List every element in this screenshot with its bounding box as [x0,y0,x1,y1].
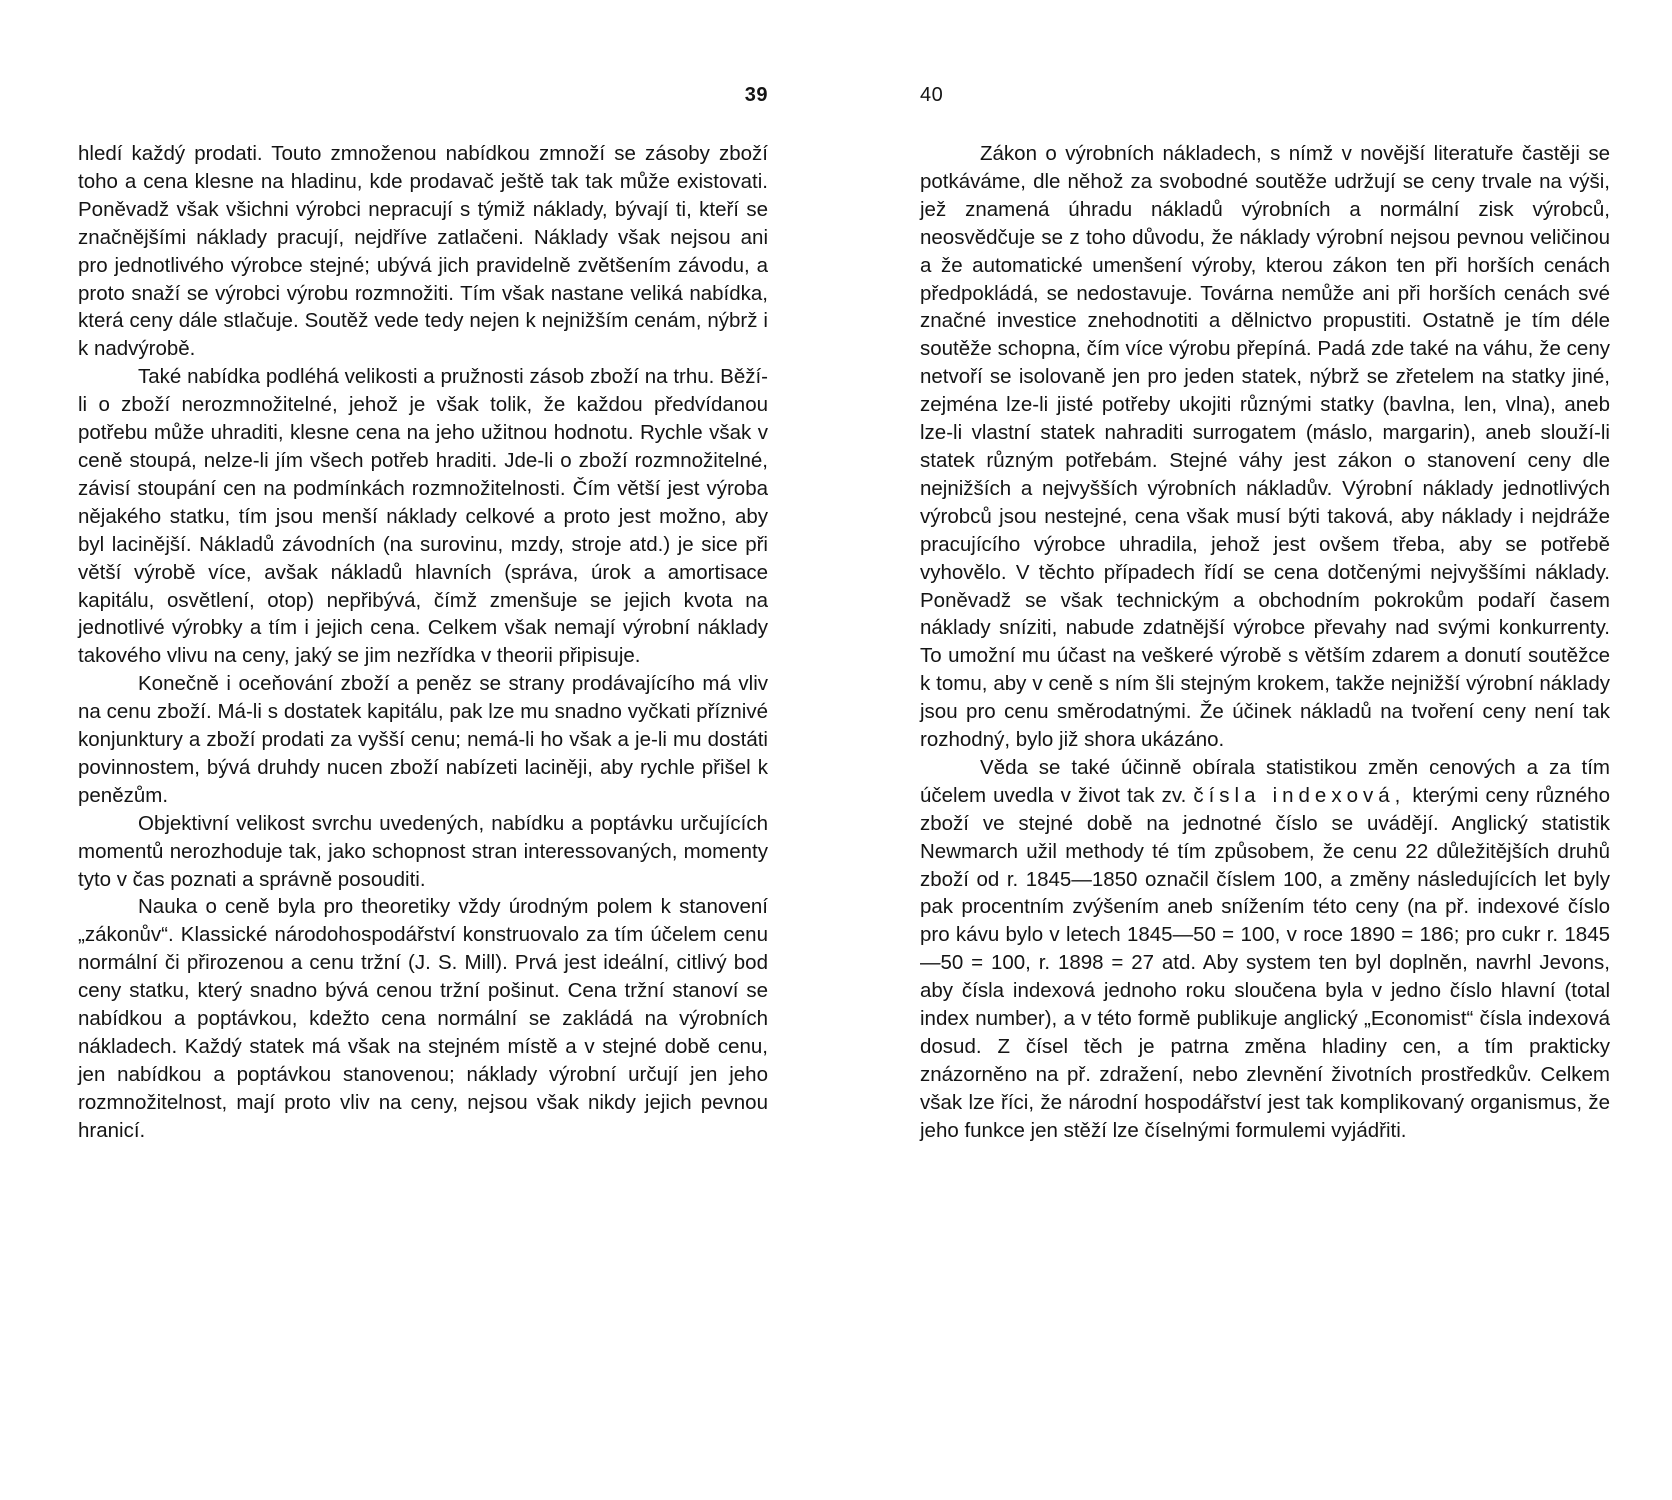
paragraph: Konečně i oceňování zboží a peněz se strany prodávajícího má vliv na cenu zboží. Má-li s dostatek kapitálu, pak lze mu snadno vyčkati příznivé konjunktury a zboží prodati za vyšší cenu; nemá-li ho však a je-li mu dostáti povinnostem, bývá druhdy nucen zboží nabízeti laciněji, aby rychle přišel k penězům. [78,672,768,807]
paragraph: Nauka o ceně byla pro theoretiky vždy úrodným polem k stanovení „zákonův“. Klassické národohospodářství konstruovalo za tím účelem cenu normální či přirozenou a cenu tržní (J. S. Mill). Prvá jest ideální, citlivý bod ceny statku, který snadno bývá cenou tržní pošinut. Cena tržní stanoví se nabídkou a poptávkou, kdežto cena normální se zakládá na výrobních nákladech. Každý statek má však na stejném místě a v stejné době cenu, jen nabídkou a poptávkou stanovenou; náklady výrobní určují jen jeho rozmnožitelnost, mají proto vliv na ceny, nejsou však nikdy jejich pevnou hranicí. [78,895,768,1142]
paragraph-index-numbers [920,754,1610,1145]
spaced-term: čísla indexová, [1193,783,1406,807]
paragraph-text-before: Věda se také účinně obírala statistikou změn cenových a za tím účelem uvedla v život tak zv. [920,755,1610,807]
paragraph: hledí každý prodati. Touto zmnoženou nabídkou zmnoží se zásoby zboží toho a cena klesne na hladinu, kde prodavač ještě tak tak může existovati. Poněvadž však všichni výrobci nepracují s týmiž náklady, bývají ti, kteří se značnějšími náklady pracují, nejdříve zatlačeni. Náklady však nejsou ani pro jednotlivého výrobce stejné; ubývá jich pravidelně zvětšením závodu, a proto snaží se výrobci výrobu rozmnožiti. Tím však nastane veliká nabídka, která ceny dále stlačuje. Soutěž vede tedy nejen k nejnižším cenám, nýbrž i k nadvýrobě. [78,142,768,361]
paragraph: Objektivní velikost svrchu uvedených, nabídku a poptávku určujících momentů nerozhoduje tak, jako schopnost stran interessovaných, momenty tyto v čas poznati a správně posouditi. [78,811,768,891]
paragraph-text-after: kterými ceny různého zboží ve stejné době na jednotné číslo se uvádějí. Anglický statistik Newmarch užil methody té tím způsobem, že cenu 22 důležitějších druhů zboží od r. 1845—1850 označil číslem 100, a změny následujících let byly pak procentním zvýšením aneb snížením této ceny (na př. indexové číslo pro kávu bylo v letech 1845—50 = 100, v roce 1890 = 186; pro cukr r. 1845—50 = 100, r. 1898 = 27 atd. Aby system ten byl doplněn, navrhl Jevons, aby čísla indexová jednoho roku sloučena byla v jedno číslo hlavní (total index number), a v této formě publikuje anglický „Economist“ čísla indexová dosud. Z čísel těch je patrna změna hladiny cen, a tím prakticky znázorněno na př. zdražení, nebo zlevnění životních prostředkův. Celkem však lze říci, že národní hospodářství jest tak komplikovaný organismus, že jeho funkce jen stěží lze číselnými formulemi vyjádřiti. [920,783,1610,1142]
right-page-text [920,140,1610,1145]
paragraph: Také nabídka podléhá velikosti a pružnosti zásob zboží na trhu. Běží-li o zboží nerozmnožitelné, jehož je však tolik, že každou předvídanou potřebu může uhraditi, klesne cena na jeho užitnou hodnotu. Rychle však v ceně stoupá, nelze-li jím všech potřeb hraditi. Jde-li o zboží rozmnožitelné, závisí stoupání cen na podmínkách rozmnožitelnosti. Čím větší jest výroba nějakého statku, tím jsou menší náklady celkové a proto jest možno, aby byl lacinější. Nákladů závodních (na surovinu, mzdy, stroje atd.) je sice při větší výrobě více, avšak nákladů hlavních (správa, úrok a amortisace kapitálu, osvětlení, otop) nepřibývá, čímž zmenšuje se jejich kvota na jednotlivé výrobky a tím i jejich cena. Celkem však nemají výrobní náklady takového vlivu na ceny, jaký se jim nezřídka v theorii připisuje. [78,365,768,668]
paragraph: Zákon o výrobních nákladech, s nímž v novější literatuře častěji se potkáváme, dle něhož za svobodné soutěže udržují se ceny trvale na výši, jež znamená úhradu nákladů výrobních a normální zisk výrobců, neosvědčuje se z toho důvodu, že náklady výrobní nejsou pevnou veličinou a že automatické umenšení výroby, kterou zákon ten při horších cenách předpokládá, se nedostavuje. Továrna nemůže ani při horších cenách své značné investice znehodnotiti a dělnictvo propustiti. Ostatně je tím déle soutěže schopna, čím více výrobu přepíná. Padá zde také na váhu, že ceny netvoří se isolovaně jen pro jeden statek, nýbrž se zřetelem na statky jiné, zejména lze-li jisté potřeby ukojiti různými statky (bavlna, len, vlna), aneb lze-li vlastní statek nahraditi surrogatem (máslo, margarin), aneb slouží-li statek různým potřebám. Stejné váhy jest zákon o stanovení ceny dle nejnižších a nejvyšších výrobních nákladův. Výrobní náklady jednotlivých výrobců jsou nestejné, cena však musí býti taková, aby náklady i nejdráže pracujícího výrobce uhradila, jehož jest ovšem třeba, aby se potřebě vyhovělo. V těchto případech řídí se cena dotčenými nejvyššími náklady. Poněvadž se však technickým a obchodním pokrokům podaří časem náklady sníziti, nabude zdatnější výrobce převahy nad svými konkurrenty. To umožní mu účast na veškeré výrobě s větším zdarem a donutí soutěžce k tomu, aby v ceně s ním šli stejným krokem, takže nejnižší výrobní náklady jsou pro cenu směrodatnými. Že účinek nákladů na tvoření ceny není tak rozhodný, bylo již shora ukázáno. [920,142,1610,752]
page-number-right: 40 [920,84,944,106]
right-page [920,0,1610,1500]
left-page-text [78,140,768,1145]
left-page [78,0,768,1500]
page-number-left: 39 [744,84,768,106]
